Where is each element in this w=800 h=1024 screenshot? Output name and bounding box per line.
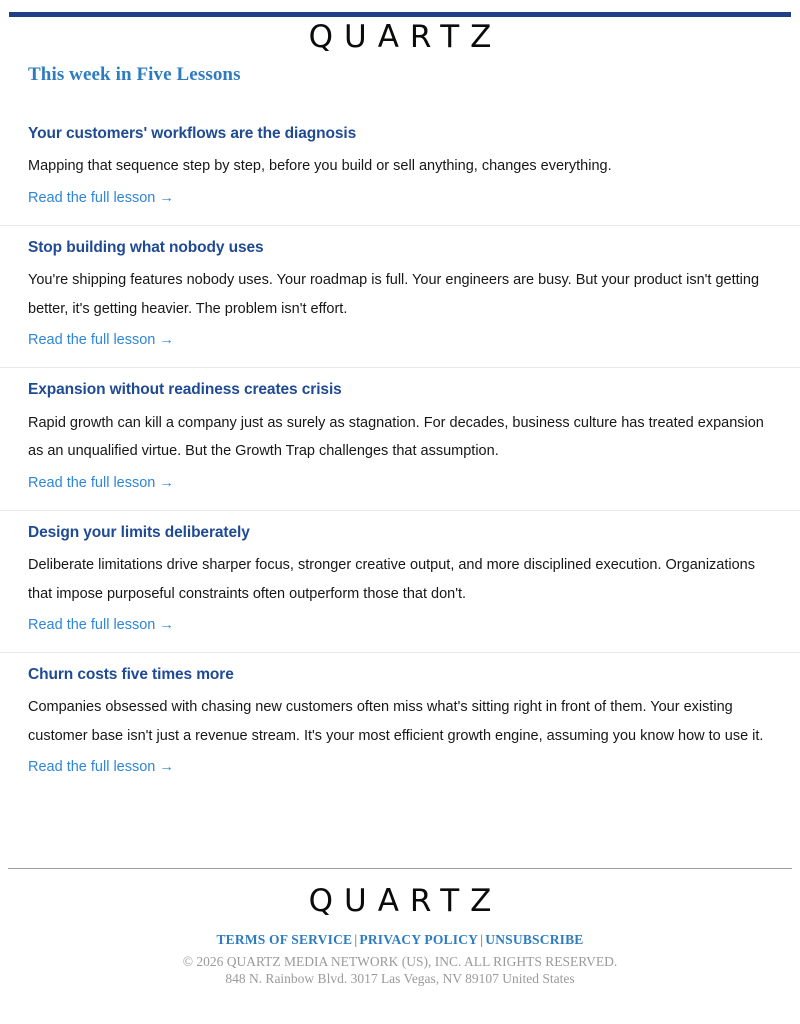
- quartz-logo[interactable]: QUARTZ: [308, 19, 503, 55]
- footer-separator: |: [480, 932, 484, 947]
- lesson-title[interactable]: Design your limits deliberately: [28, 523, 250, 541]
- page-title: This week in Five Lessons: [28, 64, 241, 85]
- lesson-body: Rapid growth can kill a company just as surely as stagnation. For decades, business culture has treated expansion as an unqualified virtue. But the Growth Trap challenges that assumption.: [28, 414, 764, 460]
- quartz-footer-logo[interactable]: QUARTZ: [308, 883, 503, 919]
- unsubscribe-link[interactable]: UNSUBSCRIBE: [485, 932, 584, 947]
- list-item: [0, 652, 800, 794]
- footer-link-row: [0, 931, 800, 949]
- lesson-title[interactable]: Stop building what nobody uses: [28, 238, 264, 256]
- lesson-body: You're shipping features nobody uses. Your roadmap is full. Your engineers are busy. But your product isn't getting better, it's getting heavier. The problem isn't effort.: [28, 272, 760, 317]
- list-item: [0, 225, 800, 367]
- address-text: 848 N. Rainbow Blvd. 3017 Las Vegas, NV 89107 United States: [225, 970, 575, 986]
- list-item: [0, 367, 800, 509]
- list-item: [0, 510, 800, 652]
- lesson-list: [0, 112, 800, 794]
- privacy-policy-link[interactable]: PRIVACY POLICY: [359, 932, 479, 947]
- top-accent-rule: [9, 12, 791, 17]
- read-full-lesson-link[interactable]: Read the full lesson →: [28, 617, 174, 633]
- read-full-lesson-link[interactable]: Read the full lesson →: [28, 474, 174, 491]
- masthead: [0, 19, 800, 55]
- footer-separator: |: [354, 932, 358, 947]
- read-full-lesson-link[interactable]: Read the full lesson →: [28, 332, 174, 349]
- list-item: [0, 112, 800, 225]
- footer-legal: [0, 953, 800, 987]
- lesson-body: Companies obsessed with chasing new customers often miss what's sitting right in front of them. Your existing customer base isn't just a revenue stream. It's your most efficient growth engine, assuming you know how to use it.: [28, 699, 764, 744]
- lesson-title[interactable]: Expansion without readiness creates crisis: [28, 381, 342, 399]
- footer: [0, 868, 800, 987]
- footer-divider: [8, 868, 792, 869]
- copyright-text: © 2026 QUARTZ MEDIA NETWORK (US), INC. ALL RIGHTS RESERVED.: [182, 953, 618, 969]
- read-full-lesson-link[interactable]: Read the full lesson →: [28, 189, 174, 206]
- read-full-lesson-link[interactable]: Read the full lesson →: [28, 759, 174, 776]
- lesson-title[interactable]: Churn costs five times more: [28, 666, 234, 683]
- lesson-body: Deliberate limitations drive sharper focus, stronger creative output, and more disciplined execution. Organizations that impose purposeful constraints often outperform those that don't.: [28, 557, 755, 602]
- lesson-title[interactable]: Your customers' workflows are the diagnosis: [28, 125, 357, 142]
- terms-of-service-link[interactable]: TERMS OF SERVICE: [216, 932, 353, 947]
- lesson-body: Mapping that sequence step by step, before you build or sell anything, changes everything.: [28, 158, 612, 175]
